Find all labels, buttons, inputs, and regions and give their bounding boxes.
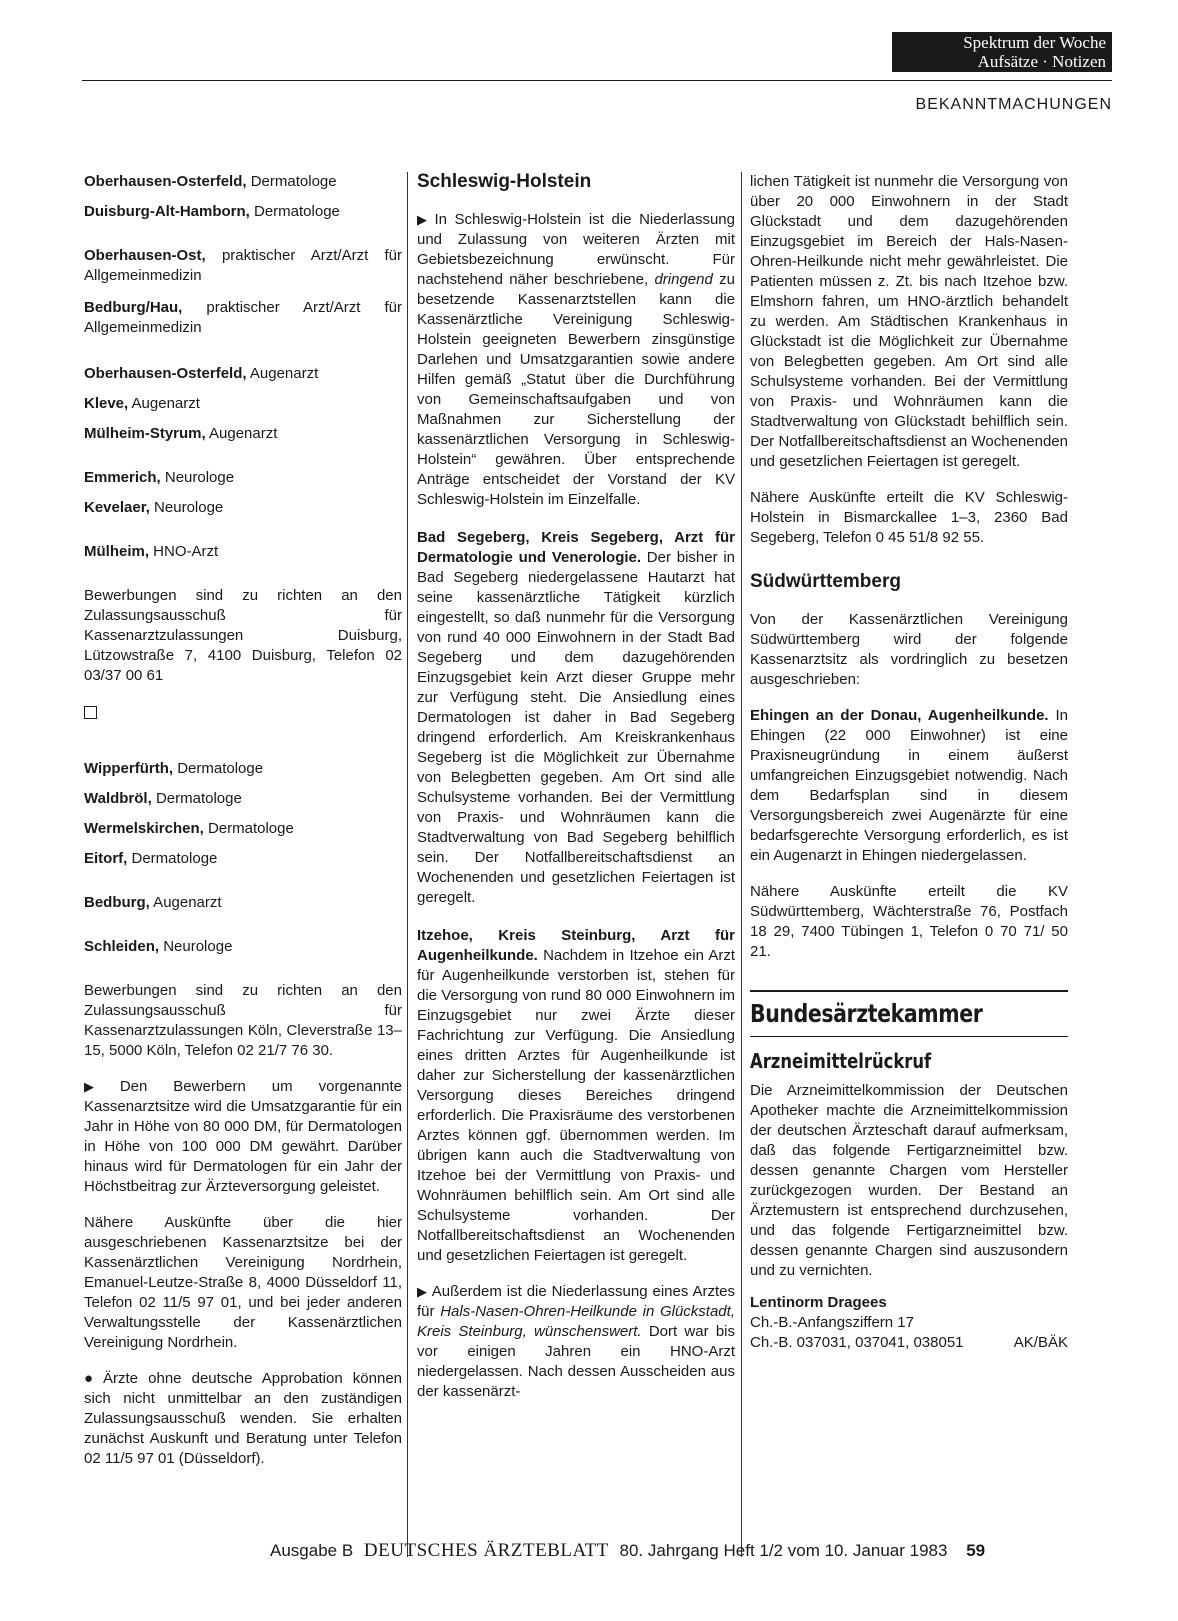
entry-city: Eitorf, — [84, 850, 128, 867]
listing-entry — [84, 498, 402, 518]
header-box-line2: Aufsätze · Notizen — [977, 52, 1106, 71]
entry-city: Mülheim-Styrum, — [84, 425, 206, 442]
paragraph: lichen Tätigkeit ist nunmehr die Versorgung von über 20 000 Einwohnern in der Stadt Glückstadt und dem dazugehörenden Einzugsgebiet im Bereich der Hals-Nasen-Ohren-Heilkunde nicht mehr gewährleistet. Die Patienten müssen z. Zt. bis nach Itzehoe bzw. Elmshorn fahren, um HNO-ärztlich behandelt zu werden. Am Städtischen Krankenhaus in Glückstadt ist die Möglichkeit zur Übernahme von Belegbetten gegeben. Am Ort sind alle Schulsysteme vorhanden. Bei der Vermittlung von Praxis- und Wohnräumen kann die Stadtverwaltung von Glückstadt behilflich sein. Der Notfallbereitschaftsdienst an Wochenenden und gesetzlichen Feiertagen ist geregelt. — [750, 173, 1068, 470]
entry-specialty: Dermatologe — [173, 760, 264, 777]
bullet-icon: ● — [84, 1370, 100, 1387]
batch-line-row — [750, 1333, 1068, 1353]
paragraph-text: Nachdem in Itzehoe ein Arzt für Augenheilkunde verstorben ist, stehen für die Versorgung von rund 80 000 Einwohnern im Einzugsgebiet nur zwei Ärzte dieser Fachrichtung zur Verfügung. Die Ansiedlung eines dritten Arztes für Augenheilkunde ist daher zur Sicherstellung der kassenärztlichen Versorgung dieses Bereiches dringend erforderlich. Die Praxisräume des verstorbenen Arztes können ggf. übernommen werden. Im übrigen kann auch die Stadtverwaltung von Itzehoe bei der Vermittlung von Praxis- und Wohnräumen behilflich sein. Am Ort sind alle Schulsysteme vorhanden. Der Notfallbereitschaftsdienst an Wochenenden und gesetzlichen Feiertagen ist geregelt. — [417, 947, 735, 1264]
listing-entry — [84, 202, 402, 222]
arrow-right-icon: ▶ — [417, 212, 431, 227]
entry-city: Schleiden, — [84, 938, 160, 955]
entry-city: Kevelaer, — [84, 499, 150, 516]
signature: AK/BÄK — [1013, 1334, 1068, 1351]
listing-title: Bad Segeberg, Kreis Segeberg, Arzt für Dermatologie und Venerologie. — [417, 529, 735, 566]
column-1 — [84, 172, 402, 1481]
page-number: 59 — [966, 1541, 986, 1560]
column-divider-2 — [741, 172, 742, 1557]
listing-entry — [84, 246, 402, 286]
paragraph-text: Der bisher in Bad Segeberg niedergelassene Hautarzt hat seine kassenärztliche Tätigkeit kürzlich eingestellt, so daß nunmehr für die Versorgung von rund 40 000 Einwohnern in der Stadt Bad Segeberg und dem dazugehörenden Einzugsgebiet kein Arzt dieser Gruppe mehr zur Verfügung steht. Die Ansiedlung eines Dermatologen ist daher in Bad Segeberg dringend erforderlich. Am Kreiskrankenhaus Segeberg ist die Möglichkeit zur Übernahme von Belegbetten gegeben. Am Ort sind alle Schulsysteme vorhanden. Bei der Vermittlung von Praxis- und Wohnräumen kann die Stadtverwaltung von Bad Segeberg behilflich sein. Der Notfallbereitschaftsdienst an Wochenenden und gesetzlichen Feiertagen ist geregelt. — [417, 549, 736, 906]
listing-entry — [84, 542, 402, 562]
entry-city: Oberhausen-Osterfeld, — [84, 365, 247, 382]
paragraph-text: zu besetzende Kassenarztstellen kann die Kassenärztliche Vereinigung Schleswig-Holstein geeigneten Bewerbern zinsgünstige Darlehen und Umsatzgarantien sowie andere Hilfen gemäß „Statut über die Durchführung von Gemeinschaftsaufgaben und von Maßnahmen zur Sicherstellung der kassenärztlichen Versorgung in Schleswig-Holstein“ gewähren. Über entsprechende Anträge entscheidet der Vorstand der KV Schleswig-Holstein im Einzelfalle. — [417, 271, 735, 508]
entry-city: Bedburg/Hau, — [84, 299, 183, 316]
entry-specialty: praktischer Arzt/Arzt für Allgemeinmedizin — [84, 247, 402, 284]
entry-specialty: Dermatologe — [203, 820, 294, 837]
entry-specialty: Augenarzt — [205, 425, 278, 442]
entry-city: Oberhausen-Osterfeld, — [84, 173, 247, 190]
section-heading: Südwürttemberg — [750, 571, 901, 592]
paragraph: Die Arzneimittelkommission der Deutschen Apotheker machte die Arzneimittelkommission der deutschen Ärzteschaft darauf aufmerksam, daß das folgende Fertigarzneimittel bzw. dessen genannte Chargen vom Hersteller zurückgezogen wurden. Der Bestand an Ärztemustern ist entsprechend durchzusehen, und das folgende Fertigarzneimittel bzw. dessen genannte Chargen sind auszusondern und zu vernichten. — [750, 1082, 1068, 1279]
paragraph: Bewerbungen sind zu richten an den Zulassungsausschuß für Kassenarztzulassungen Duisburg, Lützowstraße 7, 4100 Duisburg, Telefon 02 03/37 00 61 — [84, 587, 402, 684]
arrow-right-icon: ▶ — [417, 1284, 428, 1299]
entry-city: Mülheim, — [84, 543, 150, 560]
entry-specialty: praktischer Arzt/Arzt für Allgemeinmedizin — [84, 299, 402, 336]
footer — [270, 1540, 1112, 1562]
header-box — [892, 32, 1112, 72]
listing-entry — [84, 819, 402, 839]
emphasis-text: dringend — [654, 271, 713, 288]
paragraph: Nähere Auskünfte über die hier ausgeschriebenen Kassenarztsitze bei der Kassenärztlichen Vereinigung Nordrhein, Emanuel-Leutze-Straße 8, 4000 Düsseldorf 11, Telefon 02 11/5 97 01, und bei jeder anderen Verwaltungsstelle der Kassenärztlichen Vereinigung Nordrhein. — [84, 1214, 402, 1351]
paragraph: Nähere Auskünfte erteilt die KV Südwürttemberg, Wächterstraße 76, Postfach 18 29, 7400 Tübingen 1, Telefon 0 70 71/ 50 21. — [750, 883, 1068, 960]
listing-entry — [84, 759, 402, 779]
entry-city: Wipperfürth, — [84, 760, 174, 777]
footer-journal: DEUTSCHES ÄRZTEBLATT — [363, 1540, 609, 1561]
paragraph: Von der Kassenärztlichen Vereinigung Südwürttemberg wird der folgende Kassenarztsitz als vordringlich zu besetzen ausgeschrieben: — [750, 611, 1068, 688]
paragraph — [417, 528, 735, 908]
paragraph — [417, 210, 735, 510]
paragraph — [84, 1369, 402, 1469]
paragraph-text: In Ehingen (22 000 Einwohner) ist eine Praxisneugründung in einem äußerst umfangreichen Einzugsgebiet notwendig. Nach dem Bedarfsplan sind in diesem Versorgungsbereich zwei Augenärzte für eine bedarfsgerechte Versorgung erforderlich, es ist ein Augenarzt in Ehingen niedergelassen. — [750, 707, 1068, 864]
entry-specialty: Dermatologe — [249, 203, 340, 220]
entry-specialty: Dermatologe — [127, 850, 218, 867]
entry-specialty: Dermatologe — [246, 173, 337, 190]
paragraph: Bewerbungen sind zu richten an den Zulassungsausschuß für Kassenarztzulassungen Köln, Cleverstraße 13–15, 5000 Köln, Telefon 02 21/7 76 30. — [84, 982, 402, 1059]
listing-entry — [84, 849, 402, 869]
listing-entry — [84, 893, 402, 913]
listing-entry — [84, 424, 402, 444]
listing-entry — [84, 172, 402, 192]
entry-specialty: Neurologe — [160, 469, 235, 486]
paragraph-text: Ärzte ohne deutsche Approbation können sich nicht unmittelbar an den zuständigen Zulassungsausschuß wenden. Sie erhalten zunächst Auskunft und Beratung unter Telefon 02 11/5 97 01 (Düsseldorf). — [84, 1370, 402, 1467]
entry-specialty: Augenarzt — [149, 894, 222, 911]
section-heading: Schleswig-Holstein — [417, 171, 592, 192]
entry-city: Waldbröl, — [84, 790, 152, 807]
section-title: BEKANNTMACHUNGEN — [915, 96, 1112, 113]
entry-city: Oberhausen-Ost, — [84, 247, 206, 264]
entry-city: Wermelskirchen, — [84, 820, 204, 837]
square-separator-icon — [84, 706, 97, 719]
entry-specialty: Augenarzt — [128, 395, 200, 412]
batch-line: Ch.-B.-Anfangsziffern 17 — [750, 1314, 914, 1331]
entry-city: Kleve, — [84, 395, 129, 412]
paragraph-text: In Schleswig-Holstein ist die Niederlassung und Zulassung von weiteren Ärzten mit Gebietsbezeichnung erwünscht. Für nachstehend näher beschriebene, — [417, 211, 735, 288]
listing-entry — [84, 789, 402, 809]
footer-edition: Ausgabe B — [270, 1541, 354, 1560]
entry-specialty: Neurologe — [149, 499, 224, 516]
entry-city: Bedburg, — [84, 894, 150, 911]
batch-line: Ch.-B. 037031, 037041, 038051 — [750, 1334, 964, 1351]
footer-issue: 80. Jahrgang Heft 1/2 vom 10. Januar 1983 — [619, 1541, 948, 1560]
section-rule — [750, 1036, 1068, 1038]
column-2 — [417, 172, 735, 1414]
emphasis-text: Hals-Nasen-Ohren-Heilkunde in Glückstadt, Kreis Steinburg, wünschenswert. — [417, 1303, 735, 1340]
column-divider-1 — [407, 172, 408, 1557]
listing-title: Ehingen an der Donau, Augenheilkunde. — [750, 707, 1049, 724]
listing-entry — [84, 394, 402, 414]
subsection-heading: Arzneimittelrückruf — [750, 1049, 932, 1073]
entry-specialty: HNO-Arzt — [149, 543, 219, 560]
listing-entry — [84, 364, 402, 384]
entry-specialty: Augenarzt — [246, 365, 319, 382]
paragraph — [417, 1282, 735, 1402]
listing-entry — [84, 298, 402, 338]
column-3 — [750, 172, 1068, 1353]
entry-specialty: Neurologe — [159, 938, 233, 955]
arrow-right-icon: ▶ — [84, 1079, 116, 1094]
entry-specialty: Dermatologe — [151, 790, 242, 807]
paragraph-text: Außerdem ist die Niederlassung eines Arztes für — [417, 1283, 735, 1320]
paragraph-text: Den Bewerbern um vorgenannte Kassenarztsitze wird die Umsatzgarantie für ein Jahr in Höhe von 80 000 DM, für Dermatologen in Höhe von 100 000 DM gewährt. Darüber hinaus wird für Dermatologen für ein Jahr der Höchstbeitrag zur Ärzteversorgung geleistet. — [84, 1078, 403, 1195]
paragraph — [750, 706, 1068, 866]
paragraph — [417, 926, 735, 1266]
listing-entry — [84, 937, 402, 957]
drug-name-text: Lentinorm Dragees — [750, 1294, 887, 1311]
entry-city: Emmerich, — [84, 469, 161, 486]
drug-name — [750, 1293, 1068, 1313]
paragraph — [84, 1077, 402, 1197]
section-heading: Bundesärztekammer — [750, 998, 983, 1028]
entry-city: Duisburg-Alt-Hamborn, — [84, 203, 250, 220]
section-rule — [750, 990, 1068, 992]
listing-title: Itzehoe, Kreis Steinburg, Arzt für Augenheilkunde. — [417, 927, 735, 964]
header-box-line1: Spektrum der Woche — [963, 33, 1106, 52]
listing-entry — [84, 468, 402, 488]
paragraph: Nähere Auskünfte erteilt die KV Schleswig-Holstein in Bismarckallee 1–3, 2360 Bad Segeberg, Telefon 0 45 51/8 92 55. — [750, 489, 1068, 546]
header-rule — [82, 80, 1112, 81]
paragraph-text: Dort war bis vor einigen Jahren ein HNO-Arzt niedergelassen. Nach dessen Ausscheiden aus der kassenärzt- — [417, 1323, 736, 1400]
